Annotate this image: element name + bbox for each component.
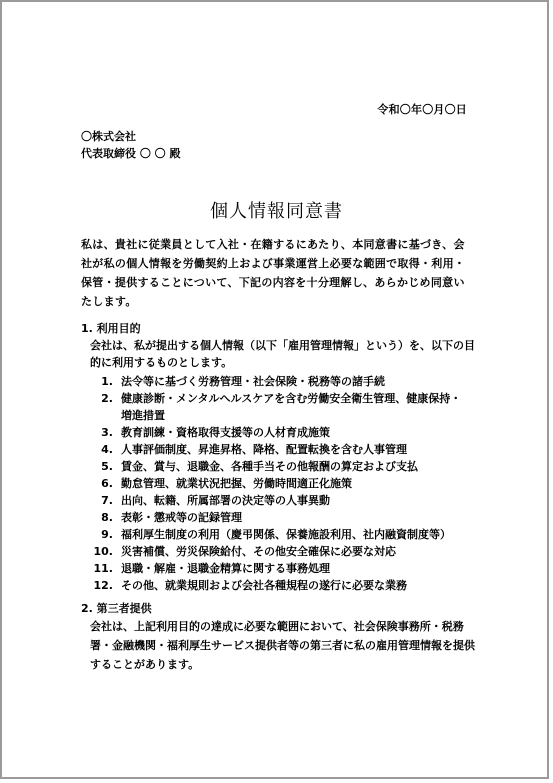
item-text: その他、就業規則および会社各種規程の遂行に必要な業務 — [121, 579, 407, 592]
item-text: 教育訓練・資格取得支援等の人材育成施策 — [121, 426, 330, 439]
item-number: 8. — [101, 511, 113, 524]
item-text: 災害補償、労災保険給付、その他安全確保に必要な対応 — [121, 545, 396, 558]
list-item — [81, 509, 481, 526]
purpose-list — [81, 373, 481, 594]
item-number: 2. — [101, 392, 113, 405]
item-number: 6. — [101, 477, 113, 490]
addressee-representative: 代表取締役 〇 〇 殿 — [81, 147, 181, 160]
item-text: 退職・解雇・退職金精算に関する事務処理 — [121, 562, 330, 575]
list-item — [81, 475, 481, 492]
item-number: 11. — [93, 562, 113, 575]
item-text: 表彰・懲戒等の記録管理 — [121, 511, 242, 524]
list-item — [81, 441, 481, 458]
item-text: 出向、転籍、所属部署の決定等の人事異動 — [121, 494, 330, 507]
item-number: 4. — [101, 443, 113, 456]
list-item — [81, 492, 481, 509]
item-number: 10. — [93, 545, 113, 558]
list-item — [81, 543, 481, 560]
list-item — [81, 560, 481, 577]
addressee-block — [81, 128, 181, 162]
item-number: 3. — [101, 426, 113, 439]
item-text: 人事評価制度、昇進昇格、降格、配置転換を含む人事管理 — [121, 443, 407, 456]
item-number: 9. — [101, 528, 113, 541]
item-text: 福利厚生制度の利用（慶弔関係、保養施設利用、社内融資制度等） — [121, 528, 451, 541]
section-heading: 2. 第三者提供 — [81, 602, 152, 615]
list-item — [81, 577, 481, 594]
intro-paragraph: 私は、貴社に従業員として入社・在籍するにあたり、本同意書に基づき、会社が私の個人情報を労働契約上および事業運営上必要な範囲で取得・利用・保管・提供することについて、下記の内容を十分理解し、あらかじめ同意いたします。 — [81, 238, 466, 308]
list-item — [81, 390, 481, 424]
document-title: 個人情報同意書 — [210, 201, 343, 222]
addressee-company: 〇株式会社 — [81, 130, 136, 143]
document-date: 令和〇年〇月〇日 — [377, 103, 467, 116]
list-item — [81, 373, 481, 390]
item-number: 7. — [101, 494, 113, 507]
item-number: 1. — [101, 375, 113, 388]
list-item — [81, 424, 481, 441]
section-body: 会社は、私が提出する個人情報（以下「雇用管理情報」という）を、以下の目的に利用するものとします。 — [90, 339, 475, 369]
list-item — [81, 458, 481, 475]
item-text: 法令等に基づく労務管理・社会保険・税務等の諸手続 — [121, 375, 385, 388]
item-text: 賃金、賞与、退職金、各種手当その他報酬の算定および支払 — [121, 460, 418, 473]
item-text: 勤怠管理、就業状況把握、労働時間適正化施策 — [121, 477, 352, 490]
section-heading: 1. 利用目的 — [81, 322, 141, 335]
section-usage-purpose — [81, 320, 481, 594]
section-third-party-provision — [81, 600, 481, 674]
list-item — [81, 526, 481, 543]
item-number: 5. — [101, 460, 113, 473]
item-number: 12. — [93, 579, 113, 592]
section-body: 会社は、上記利用目的の達成に必要な範囲において、社会保険事務所・税務署・金融機関・福利厚生サービス提供者等の第三者に私の雇用管理情報を提供することがあります。 — [90, 620, 475, 671]
item-text: 健康診断・メンタルヘルスケアを含む労働安全衛生管理、健康保持・増進措置 — [121, 392, 462, 422]
